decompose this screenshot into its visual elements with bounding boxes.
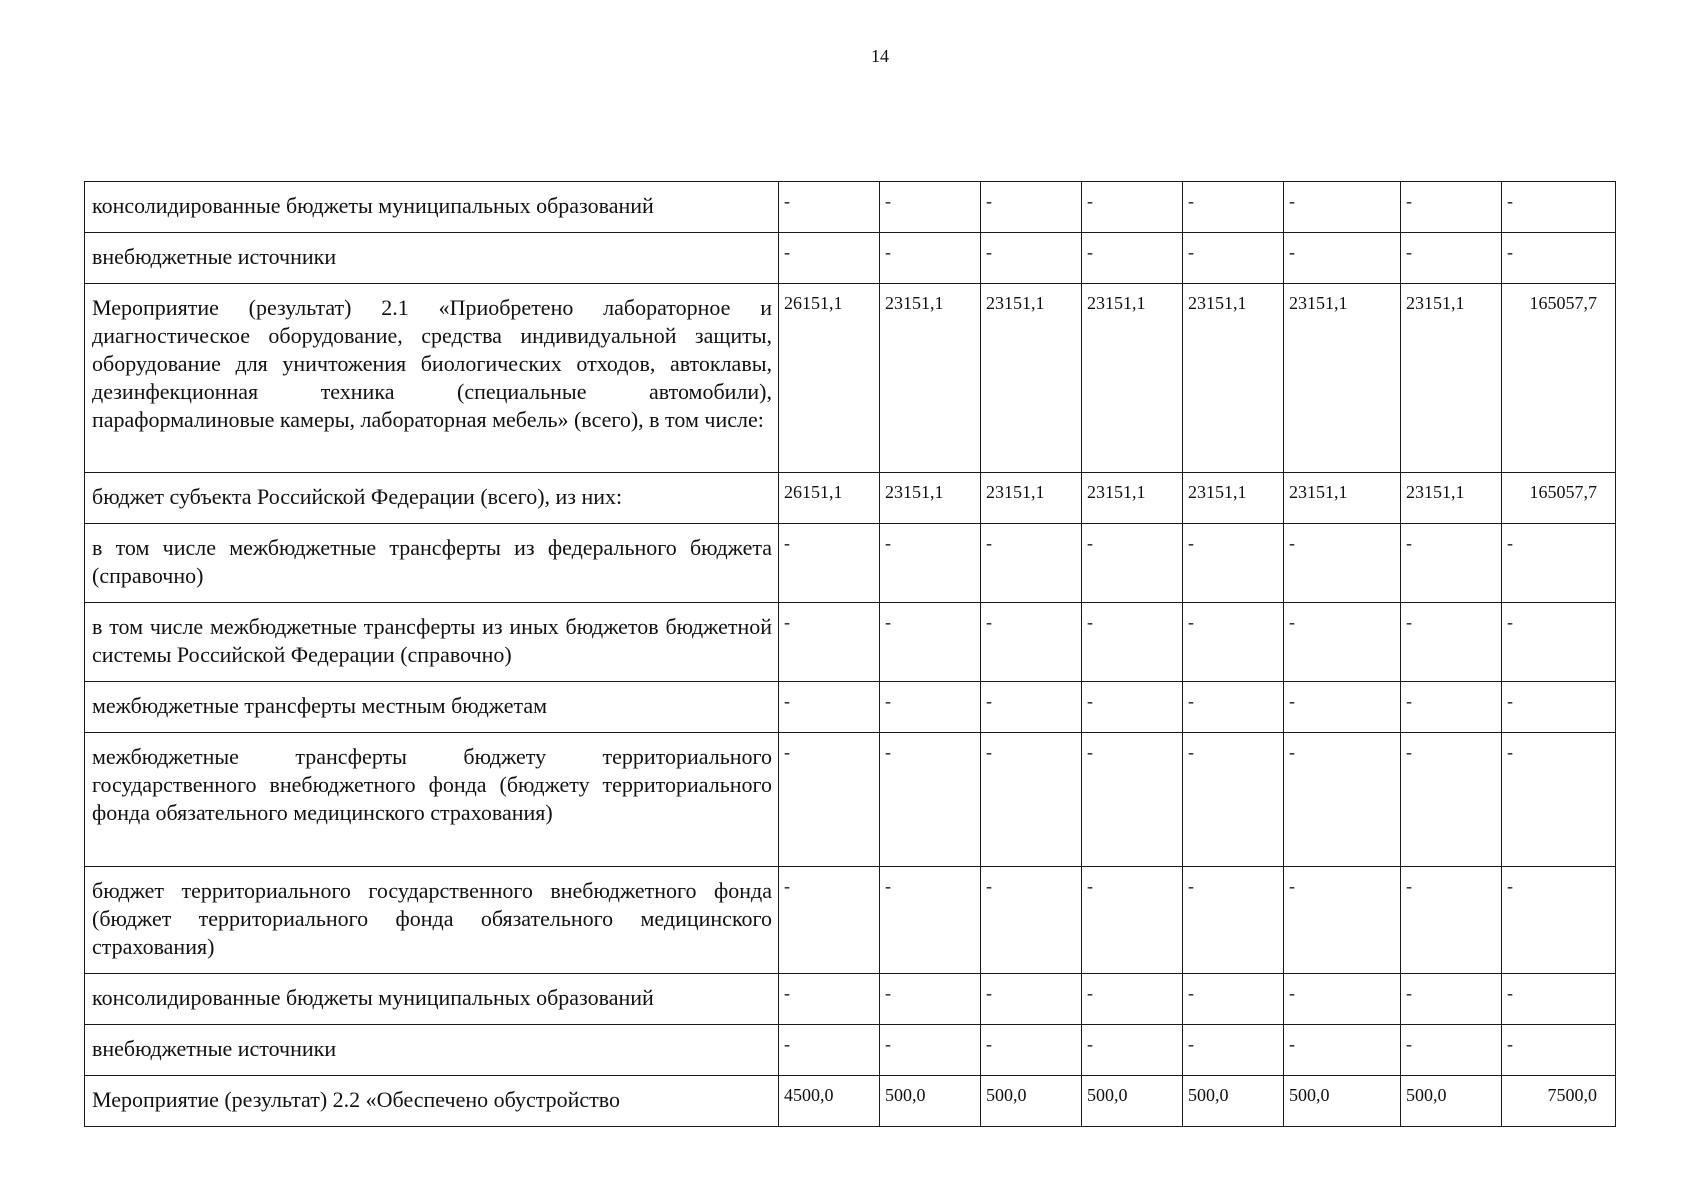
value-cell: - <box>981 867 1082 974</box>
value-cell: 500,0 <box>981 1076 1082 1127</box>
value-cell: - <box>981 603 1082 682</box>
table-row <box>85 233 1616 284</box>
value-cell: - <box>1284 867 1401 974</box>
value-cell: - <box>779 182 880 233</box>
value-cell: - <box>1082 524 1183 603</box>
row-label: консолидированные бюджеты муниципальных образований <box>85 974 779 1025</box>
value-cell: 23151,1 <box>880 473 981 524</box>
value-cell: - <box>1284 603 1401 682</box>
value-cell: 500,0 <box>1284 1076 1401 1127</box>
value-cell: - <box>880 733 981 867</box>
value-cell: - <box>1082 233 1183 284</box>
value-cell: - <box>779 233 880 284</box>
value-cell: - <box>1401 974 1502 1025</box>
value-cell: - <box>1082 603 1183 682</box>
value-cell: - <box>1284 733 1401 867</box>
value-cell: - <box>981 233 1082 284</box>
value-cell: - <box>1183 233 1284 284</box>
value-cell: 500,0 <box>1183 1076 1284 1127</box>
value-cell: 500,0 <box>1401 1076 1502 1127</box>
value-cell: 26151,1 <box>779 473 880 524</box>
value-cell: - <box>880 182 981 233</box>
value-cell: - <box>1183 974 1284 1025</box>
value-cell: - <box>880 233 981 284</box>
total-cell: - <box>1502 733 1616 867</box>
value-cell: - <box>1082 733 1183 867</box>
value-cell: - <box>1284 524 1401 603</box>
value-cell: - <box>981 682 1082 733</box>
budget-table <box>84 181 1616 1127</box>
total-cell: 165057,7 <box>1502 473 1616 524</box>
value-cell: - <box>880 682 981 733</box>
row-label: межбюджетные трансферты бюджету территориального государственного внебюджетного фонда (бюджету территориального фонда обязательного медицинского страхования) <box>85 733 779 867</box>
page-number: 14 <box>871 46 889 66</box>
value-cell: - <box>1082 974 1183 1025</box>
value-cell: - <box>1401 524 1502 603</box>
value-cell: - <box>1082 182 1183 233</box>
value-cell: - <box>1284 233 1401 284</box>
value-cell: - <box>1401 682 1502 733</box>
row-label: межбюджетные трансферты местным бюджетам <box>85 682 779 733</box>
table-row <box>85 974 1616 1025</box>
row-label: в том числе межбюджетные трансферты из иных бюджетов бюджетной системы Российской Федерации (справочно) <box>85 603 779 682</box>
value-cell: 23151,1 <box>1401 284 1502 473</box>
value-cell: 23151,1 <box>981 284 1082 473</box>
value-cell: - <box>981 1025 1082 1076</box>
value-cell: - <box>1401 603 1502 682</box>
total-cell: - <box>1502 1025 1616 1076</box>
value-cell: 500,0 <box>1082 1076 1183 1127</box>
value-cell: - <box>1401 867 1502 974</box>
total-cell: - <box>1502 867 1616 974</box>
table-row <box>85 603 1616 682</box>
row-label: внебюджетные источники <box>85 1025 779 1076</box>
value-cell: - <box>1401 1025 1502 1076</box>
value-cell: 23151,1 <box>981 473 1082 524</box>
value-cell: 23151,1 <box>1401 473 1502 524</box>
value-cell: 23151,1 <box>1284 284 1401 473</box>
table-row <box>85 473 1616 524</box>
value-cell: - <box>1401 182 1502 233</box>
total-cell: - <box>1502 182 1616 233</box>
value-cell: - <box>1183 603 1284 682</box>
value-cell: 23151,1 <box>1183 473 1284 524</box>
row-label: консолидированные бюджеты муниципальных образований <box>85 182 779 233</box>
value-cell: - <box>1401 733 1502 867</box>
row-label: в том числе межбюджетные трансферты из федерального бюджета (справочно) <box>85 524 779 603</box>
value-cell: 26151,1 <box>779 284 880 473</box>
row-label: Мероприятие (результат) 2.1 «Приобретено лабораторное и диагностическое оборудование, средства индивидуальной защиты, оборудование для уничтожения биологических отходов, автоклавы, дезинфекционная техника (специальные автомобили), параформалиновые камеры, лабораторная мебель» (всего), в том числе: <box>85 284 779 473</box>
value-cell: - <box>1284 182 1401 233</box>
table-row <box>85 867 1616 974</box>
row-label: бюджет территориального государственного внебюджетного фонда (бюджет территориального фонда обязательного медицинского страхования) <box>85 867 779 974</box>
value-cell: - <box>880 867 981 974</box>
table-row <box>85 733 1616 867</box>
table-row <box>85 682 1616 733</box>
value-cell: - <box>1183 867 1284 974</box>
value-cell: - <box>1284 682 1401 733</box>
table-row <box>85 524 1616 603</box>
value-cell: - <box>1183 1025 1284 1076</box>
total-cell: - <box>1502 974 1616 1025</box>
total-cell: - <box>1502 233 1616 284</box>
value-cell: 23151,1 <box>880 284 981 473</box>
row-label: внебюджетные источники <box>85 233 779 284</box>
table-row <box>85 1025 1616 1076</box>
total-cell: 7500,0 <box>1502 1076 1616 1127</box>
value-cell: - <box>779 682 880 733</box>
value-cell: - <box>1183 524 1284 603</box>
table-row <box>85 182 1616 233</box>
value-cell: - <box>779 603 880 682</box>
value-cell: - <box>1082 1025 1183 1076</box>
table-row <box>85 1076 1616 1127</box>
row-label: бюджет субъекта Российской Федерации (всего), из них: <box>85 473 779 524</box>
value-cell: - <box>1082 682 1183 733</box>
value-cell: 4500,0 <box>779 1076 880 1127</box>
value-cell: - <box>880 524 981 603</box>
value-cell: - <box>779 974 880 1025</box>
value-cell: - <box>880 974 981 1025</box>
value-cell: - <box>1183 733 1284 867</box>
value-cell: - <box>779 733 880 867</box>
value-cell: - <box>1284 1025 1401 1076</box>
value-cell: - <box>981 733 1082 867</box>
value-cell: - <box>1284 974 1401 1025</box>
total-cell: - <box>1502 682 1616 733</box>
value-cell: - <box>1082 867 1183 974</box>
value-cell: - <box>880 1025 981 1076</box>
value-cell: 500,0 <box>880 1076 981 1127</box>
value-cell: - <box>779 1025 880 1076</box>
total-cell: 165057,7 <box>1502 284 1616 473</box>
total-cell: - <box>1502 524 1616 603</box>
value-cell: - <box>981 974 1082 1025</box>
value-cell: - <box>981 524 1082 603</box>
value-cell: - <box>981 182 1082 233</box>
row-label: Мероприятие (результат) 2.2 «Обеспечено обустройство <box>85 1076 779 1127</box>
value-cell: 23151,1 <box>1284 473 1401 524</box>
table-row <box>85 284 1616 473</box>
value-cell: 23151,1 <box>1082 473 1183 524</box>
value-cell: - <box>1401 233 1502 284</box>
value-cell: - <box>1183 682 1284 733</box>
value-cell: 23151,1 <box>1183 284 1284 473</box>
value-cell: - <box>880 603 981 682</box>
total-cell: - <box>1502 603 1616 682</box>
value-cell: 23151,1 <box>1082 284 1183 473</box>
value-cell: - <box>779 524 880 603</box>
value-cell: - <box>779 867 880 974</box>
value-cell: - <box>1183 182 1284 233</box>
